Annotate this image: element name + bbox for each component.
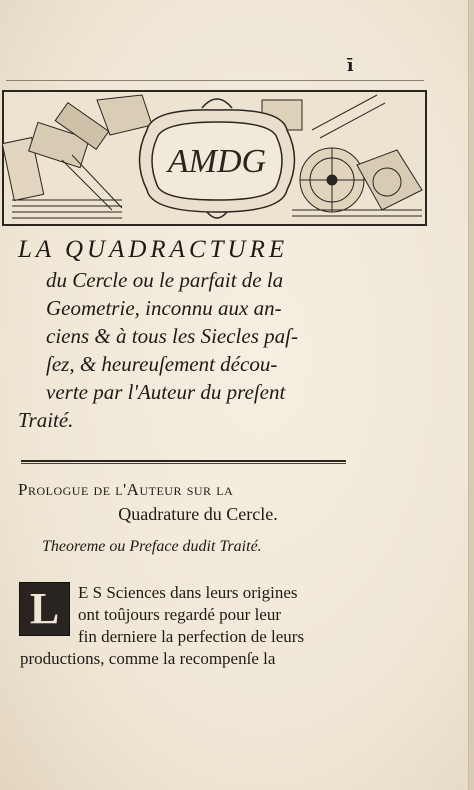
folio-mark: ī xyxy=(347,56,354,76)
top-rule xyxy=(6,80,424,81)
prologue-line: Prologue de l'Auteur sur la xyxy=(18,480,234,499)
section-divider xyxy=(21,460,346,462)
monogram: AMDG xyxy=(167,143,267,180)
body-line: productions, comme la recompenſe la xyxy=(20,649,276,668)
title-line: Traité. xyxy=(18,408,74,432)
body-line: fin derniere la perfection de leurs xyxy=(78,627,305,646)
title-line: verte par l'Auteur du preſent xyxy=(46,380,286,404)
page-edge xyxy=(469,0,474,790)
section-divider-thin xyxy=(21,463,346,464)
body-text xyxy=(20,582,370,670)
prologue-heading xyxy=(18,478,378,526)
prologue-subtitle: Theoreme ou Preface dudit Traité. xyxy=(42,538,262,555)
title-line: ciens & à tous les Siecles paſ- xyxy=(46,324,298,348)
title-line: ſez, & heureuſement décou- xyxy=(46,352,278,376)
book-title xyxy=(18,234,368,434)
headpiece-engraving xyxy=(2,90,427,226)
title-headline: LA QUADRACTURE xyxy=(18,236,289,263)
page-edge-shadow xyxy=(468,0,469,790)
title-line: Geometrie, inconnu aux an- xyxy=(46,296,282,320)
prologue-line: Quadrature du Cercle. xyxy=(118,504,278,524)
title-line: du Cercle ou le parfait de la xyxy=(46,268,284,292)
initial-letter: L xyxy=(29,584,60,633)
body-line: E S Sciences dans leurs origines xyxy=(78,583,298,602)
body-line: ont toûjours regardé pour leur xyxy=(78,605,281,624)
